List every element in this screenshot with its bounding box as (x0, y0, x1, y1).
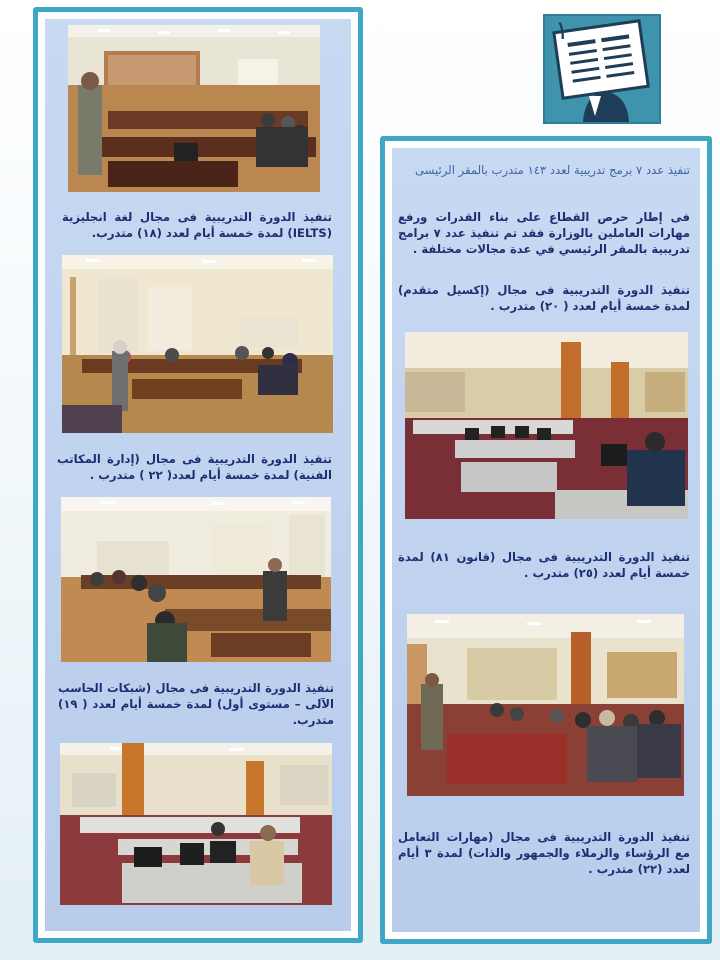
right-photo-excel (405, 332, 688, 519)
left-photo-technical-offices (62, 255, 333, 433)
left-photo-ielts (68, 25, 320, 192)
right-caption-excel: تنفيذ الدورة التدريبية فى مجال (إكسيل متقدم) لمدة خمسة أيام لعدد ( ٢٠) متدرب . (398, 283, 690, 313)
emblem-number: ١ (555, 16, 569, 46)
right-panel-background (392, 148, 700, 932)
left-caption-ielts: تنفيذ الدورة التدريبية فى مجال لغة انجليزية (IELTS) لمدة خمسة أيام لعدد (١٨) متدرب. (62, 210, 332, 240)
right-intro: فى إطار حرص القطاع على بناء القدرات ورفع مهارات العاملين بالوزارة فقد تم تنفيذ عدد ٧ برامج تدريبية بالمقر الرئيسي في عدة مجالات مختلفة . (398, 210, 690, 256)
right-caption-communication: تنفيذ الدورة التدريبية فى مجال (مهارات التعامل مع الرؤساء والزملاء والجمهور والذات) لمدة ٣ أيام لعدد (٢٢) متدرب . (398, 830, 690, 876)
left-photo-computer-lab (60, 743, 332, 905)
right-caption-law81: تنفيذ الدورة التدريبية فى مجال (قانون ٨١) لمدة خمسة أيام لعدد (٢٥) متدرب . (398, 550, 690, 580)
right-photo-law81 (407, 614, 684, 796)
left-caption-technical-offices: تنفيذ الدورة التدريبية فى مجال (إدارة المكاتب الفنية) لمدة خمسة أيام لعدد( ٢٢ ) متدرب . (57, 452, 332, 482)
newspaper-reader-icon (543, 14, 661, 124)
left-photo-networks (61, 497, 331, 662)
right-panel (380, 136, 712, 944)
right-headline: تنفيذ عدد ٧ برمج تدريبية لعدد ١٤٣ متدرب بالمقر الرئيسى (415, 163, 690, 177)
left-caption-networks: تنفيذ الدورة التدريبية فى مجال (شبكات الحاسب الآلى – مستوى أول) لمدة خمسة أيام لعدد ( ١٩) متدرب. (58, 681, 334, 727)
